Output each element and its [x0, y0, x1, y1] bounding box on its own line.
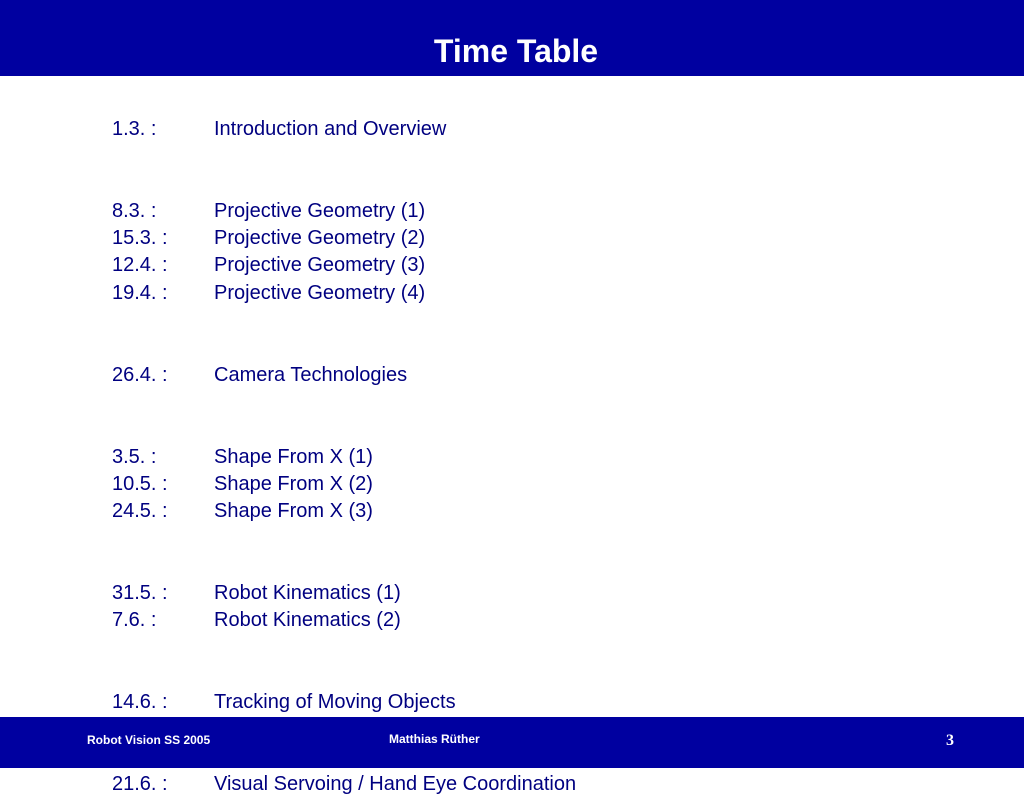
- schedule-topic: Shape From X (1): [214, 445, 373, 468]
- schedule-date: 15.3. :: [112, 227, 168, 250]
- schedule-list: [112, 116, 576, 798]
- schedule-row: [112, 580, 576, 607]
- schedule-row: [112, 280, 576, 307]
- schedule-row: [112, 225, 576, 252]
- schedule-spacer: [112, 307, 576, 362]
- schedule-row: [112, 771, 576, 798]
- schedule-row: [112, 689, 576, 716]
- schedule-date: 19.4. :: [112, 281, 168, 304]
- page-number: 3: [946, 732, 954, 749]
- schedule-row: [112, 116, 576, 143]
- schedule-spacer: [112, 635, 576, 690]
- schedule-date: 31.5. :: [112, 582, 168, 605]
- schedule-spacer: [112, 525, 576, 580]
- schedule-topic: Camera Technologies: [214, 363, 408, 386]
- schedule-row: [112, 471, 576, 498]
- schedule-date: 24.5. :: [112, 500, 168, 523]
- schedule-topic: Visual Servoing / Hand Eye Coordination: [214, 773, 577, 796]
- schedule-row: [112, 607, 576, 634]
- schedule-topic: Projective Geometry (4): [214, 281, 426, 304]
- schedule-spacer: [112, 143, 576, 198]
- schedule-row: [112, 198, 576, 225]
- schedule-row: [112, 362, 576, 389]
- schedule-row: [112, 498, 576, 525]
- schedule-topic: Shape From X (3): [214, 500, 373, 523]
- schedule-topic: Robot Kinematics (2): [214, 609, 401, 632]
- schedule-topic: Shape From X (2): [214, 472, 373, 495]
- schedule-topic: Robot Kinematics (1): [214, 582, 401, 605]
- footer-course-name: Robot Vision SS 2005: [87, 733, 211, 747]
- schedule-topic: Projective Geometry (1): [214, 199, 426, 222]
- schedule-topic: Projective Geometry (3): [214, 254, 426, 277]
- schedule-date: 1.3. :: [112, 118, 157, 140]
- schedule-date: 7.6. :: [112, 609, 157, 632]
- schedule-topic: Introduction and Overview: [214, 118, 447, 140]
- schedule-row: [112, 252, 576, 279]
- schedule-date: 8.3. :: [112, 199, 157, 222]
- schedule-topic: Projective Geometry (2): [214, 227, 426, 250]
- slide-title: Time Table: [433, 33, 599, 69]
- schedule-date: 3.5. :: [112, 445, 157, 468]
- schedule-date: 21.6. :: [112, 773, 168, 796]
- footer-bar: [0, 717, 1024, 768]
- schedule-date: 14.6. :: [112, 691, 168, 714]
- schedule-spacer: [112, 389, 576, 444]
- footer-author-name: Matthias Rüther: [389, 732, 480, 746]
- schedule-date: 26.4. :: [112, 363, 168, 386]
- schedule-date: 12.4. :: [112, 254, 168, 277]
- schedule-row: [112, 444, 576, 471]
- schedule-date: 10.5. :: [112, 472, 168, 495]
- schedule-topic: Tracking of Moving Objects: [214, 691, 456, 714]
